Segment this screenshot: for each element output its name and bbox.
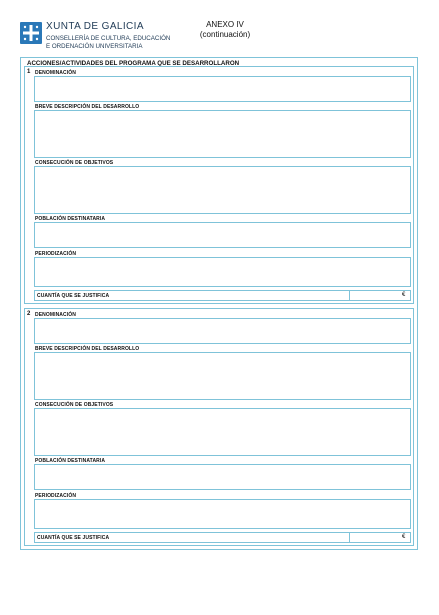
- label-descripcion-1: BREVE DESCRIPCIÓN DEL DESARROLLO: [35, 104, 140, 110]
- department-line-1: CONSELLERÍA DE CULTURA, EDUCACIÓN: [46, 35, 171, 42]
- label-descripcion-2: BREVE DESCRIPCIÓN DEL DESARROLLO: [35, 346, 140, 352]
- label-periodizacion-2: PERIODIZACIÓN: [35, 493, 77, 499]
- xunta-logo-icon: [20, 22, 42, 44]
- label-objetivos-1: CONSECUCIÓN DE OBJETIVOS: [35, 160, 114, 166]
- field-descripcion-1[interactable]: [34, 110, 411, 158]
- block-number-2: 2: [27, 311, 31, 317]
- label-cuantia-1: CUANTÍA QUE SE JUSTIFICA: [37, 293, 110, 299]
- department-name: [46, 35, 170, 50]
- field-objetivos-1[interactable]: [34, 166, 411, 214]
- field-periodizacion-2[interactable]: [34, 499, 411, 529]
- field-descripcion-2[interactable]: [34, 352, 411, 400]
- euro-symbol-2: €: [402, 534, 406, 540]
- label-poblacion-1: POBLACIÓN DESTINATARIA: [35, 216, 106, 222]
- label-cuantia-2: CUANTÍA QUE SE JUSTIFICA: [37, 535, 110, 541]
- annex-title: ANEXO IV: [206, 20, 244, 29]
- field-objetivos-2[interactable]: [34, 408, 411, 456]
- label-periodizacion-1: PERIODIZACIÓN: [35, 251, 77, 257]
- department-line-2: E ORDENACIÓN UNIVERSITARIA: [46, 42, 143, 50]
- field-denominacion-1[interactable]: [34, 76, 411, 102]
- euro-symbol-1: €: [402, 292, 406, 298]
- label-denominacion-1: DENOMINACIÓN: [35, 70, 76, 76]
- label-objetivos-2: CONSECUCIÓN DE OBJETIVOS: [35, 402, 114, 408]
- block-number-1: 1: [27, 69, 31, 75]
- field-periodizacion-1[interactable]: [34, 257, 411, 287]
- field-denominacion-2[interactable]: [34, 318, 411, 344]
- annex-heading: [190, 20, 260, 40]
- org-name: XUNTA DE GALICIA: [46, 21, 144, 32]
- annex-subtitle: (continuación): [199, 30, 251, 39]
- field-poblacion-2[interactable]: [34, 464, 411, 490]
- section-title: ACCIONES/ACTIVIDADES DEL PROGRAMA QUE SE DESARROLLARON: [27, 60, 240, 67]
- label-denominacion-2: DENOMINACIÓN: [35, 312, 76, 318]
- field-poblacion-1[interactable]: [34, 222, 411, 248]
- label-poblacion-2: POBLACIÓN DESTINATARIA: [35, 458, 106, 464]
